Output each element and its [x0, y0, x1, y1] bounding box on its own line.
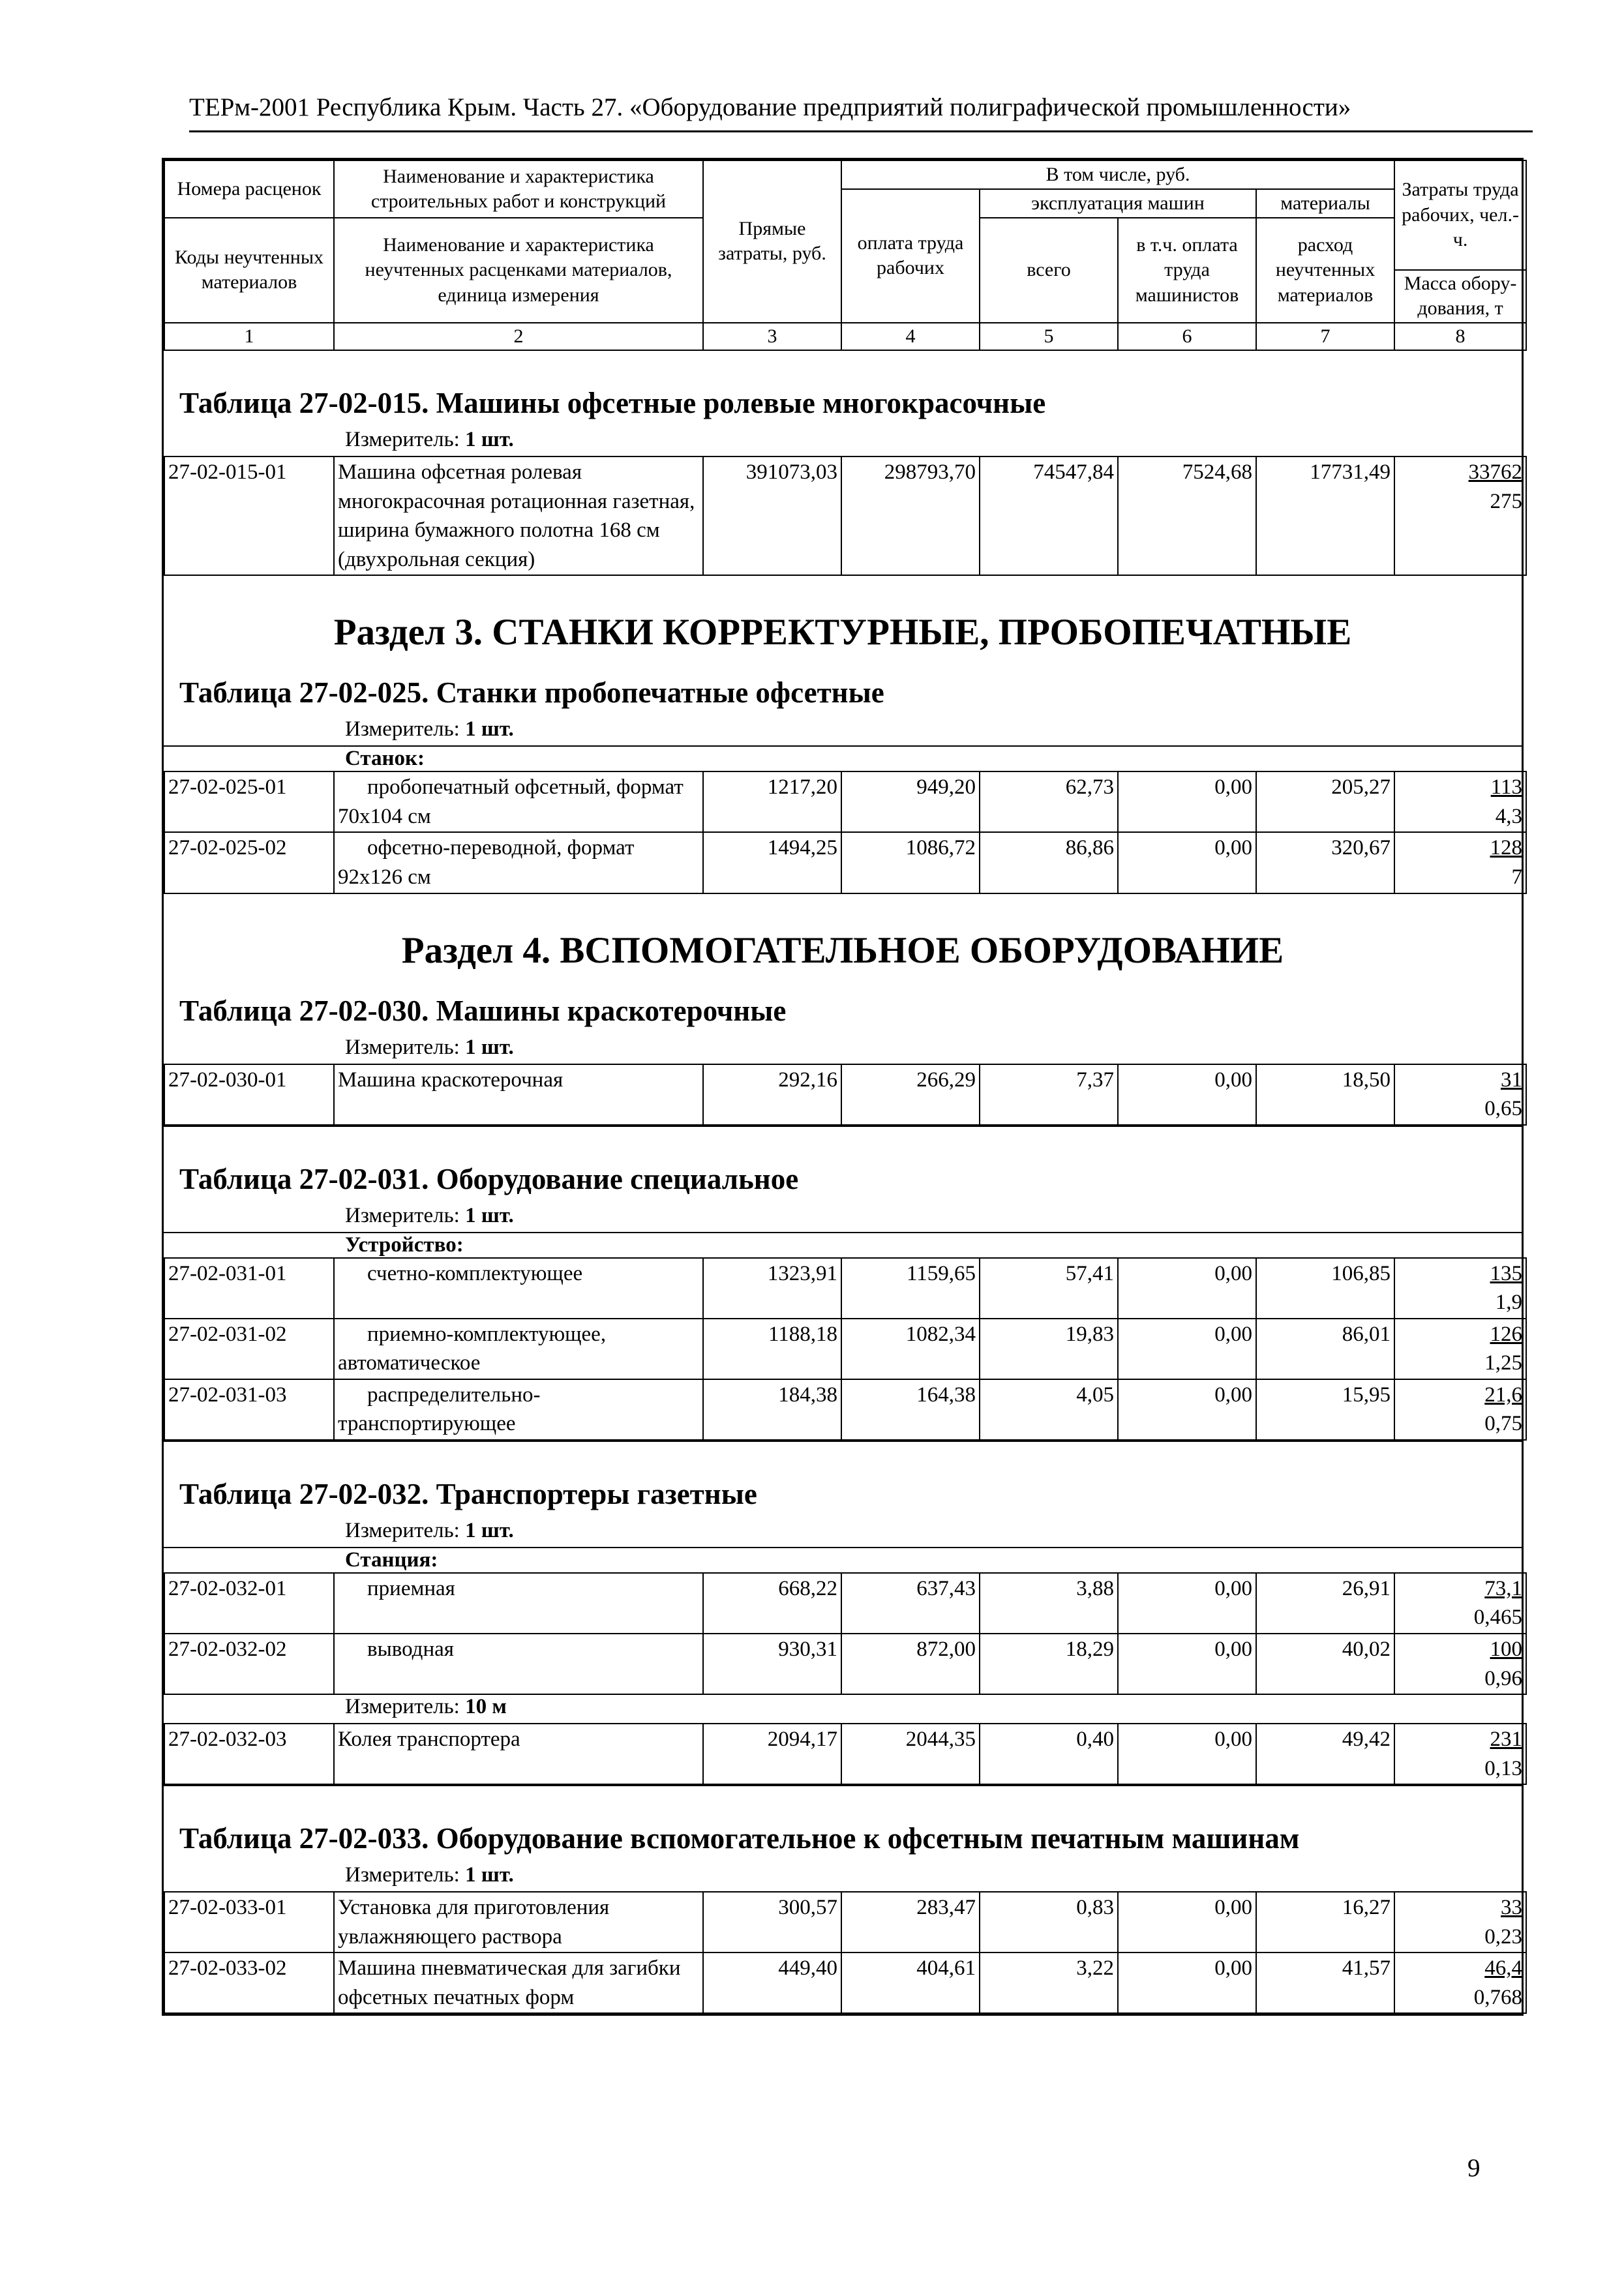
- table-row: [164, 1634, 1526, 1694]
- group-heading: Станок:: [164, 745, 1522, 771]
- value-c7: 41,57: [1256, 1952, 1394, 2013]
- table-row: [164, 1724, 1526, 1784]
- equipment-mass: 0,13: [1484, 1756, 1522, 1780]
- value-c7: 40,02: [1256, 1634, 1394, 1694]
- value-c4: 1082,34: [841, 1319, 980, 1379]
- value-c3: 1323,91: [703, 1258, 841, 1319]
- measure-label: Измеритель:: [345, 1035, 460, 1059]
- price-table: [164, 1572, 1527, 1695]
- labor-costs: 31: [1501, 1068, 1522, 1092]
- equipment-mass: 0,75: [1484, 1412, 1522, 1436]
- rate-name: пробопечатный офсетный, формат 70х104 см: [334, 771, 703, 832]
- price-table: [164, 1891, 1527, 2014]
- price-document: [162, 158, 1524, 2016]
- table-title-031: Таблица 27-02-031. Оборудование специальное: [164, 1126, 1522, 1204]
- header-c1b: Коды неучтенных материалов: [164, 218, 334, 323]
- value-c4: 949,20: [841, 771, 980, 832]
- rate-name: Машина краскотерочная: [334, 1064, 703, 1125]
- price-table: [164, 1257, 1527, 1441]
- value-c6: 0,00: [1118, 1064, 1256, 1125]
- value-c7: 49,42: [1256, 1724, 1394, 1784]
- rate-name: офсетно-переводной, формат 92х126 см: [334, 832, 703, 893]
- measure-label: Измеритель:: [345, 1518, 460, 1542]
- value-c5: 0,40: [980, 1724, 1118, 1784]
- value-c3: 391073,03: [703, 456, 841, 575]
- rate-code: 27-02-030-01: [164, 1064, 334, 1125]
- header-c2b: Наименование и характеристика неучтенных расценками материалов, единица измерения: [334, 218, 703, 323]
- measure-unit: [164, 1036, 1522, 1064]
- header-mat: материалы: [1256, 189, 1394, 218]
- rate-name: счетно-комплектующее: [334, 1258, 703, 1319]
- measure-label: Измеритель:: [345, 428, 460, 452]
- header-c8b: Масса обору-дования, т: [1394, 270, 1526, 323]
- rate-name: Колея транспортера: [334, 1724, 703, 1784]
- table-row: [164, 1379, 1526, 1440]
- value-c6: 0,00: [1118, 1892, 1256, 1952]
- equipment-mass: 7: [1511, 865, 1522, 889]
- group-heading: Устройство:: [164, 1232, 1522, 1257]
- rate-name: выводная: [334, 1634, 703, 1694]
- table-title-032: Таблица 27-02-032. Транспортеры газетные: [164, 1441, 1522, 1519]
- header-c6: в т.ч. оплата труда машинистов: [1118, 218, 1256, 323]
- labor-mass: [1394, 1258, 1526, 1319]
- labor-mass: [1394, 1064, 1526, 1125]
- value-c7: 320,67: [1256, 832, 1394, 893]
- value-c6: 0,00: [1118, 1379, 1256, 1440]
- col-num-2: 2: [334, 323, 703, 350]
- rate-code: 27-02-032-02: [164, 1634, 334, 1694]
- value-c5: 86,86: [980, 832, 1118, 893]
- value-c6: 7524,68: [1118, 456, 1256, 575]
- col-num-7: 7: [1256, 323, 1394, 350]
- table-title-033: Таблица 27-02-033. Оборудование вспомогательное к офсетным печатным машинам: [164, 1785, 1522, 1863]
- labor-mass: [1394, 456, 1526, 575]
- header-c4: оплата труда рабочих: [841, 189, 980, 323]
- labor-costs: 135: [1490, 1261, 1522, 1285]
- rate-code: 27-02-031-02: [164, 1319, 334, 1379]
- value-c7: 86,01: [1256, 1319, 1394, 1379]
- value-c6: 0,00: [1118, 1634, 1256, 1694]
- value-c5: 3,88: [980, 1573, 1118, 1634]
- value-c5: 0,83: [980, 1892, 1118, 1952]
- header-c7: расход неучтенных материалов: [1256, 218, 1394, 323]
- page-number: 9: [1467, 2154, 1481, 2182]
- value-c7: 26,91: [1256, 1573, 1394, 1634]
- value-c6: 0,00: [1118, 771, 1256, 832]
- labor-costs: 73,1: [1484, 1576, 1522, 1600]
- labor-mass: [1394, 1634, 1526, 1694]
- measure-unit: [164, 1204, 1522, 1232]
- labor-costs: 113: [1490, 775, 1522, 800]
- table-row: [164, 456, 1526, 575]
- measure-unit: [164, 717, 1522, 745]
- value-c7: 17731,49: [1256, 456, 1394, 575]
- rate-name: Установка для приготовления увлажняющего раствора: [334, 1892, 703, 1952]
- table-row: [164, 771, 1526, 832]
- table-row: [164, 1952, 1526, 2013]
- value-c6: 0,00: [1118, 1319, 1256, 1379]
- measure-value: 1 шт.: [465, 428, 514, 452]
- value-c4: 298793,70: [841, 456, 980, 575]
- section-title-4: Раздел 4. ВСПОМОГАТЕЛЬНОЕ ОБОРУДОВАНИЕ: [401, 929, 1284, 971]
- table-row: [164, 1258, 1526, 1319]
- measure-value: 1 шт.: [465, 1203, 514, 1227]
- measure-value: 1 шт.: [465, 1863, 514, 1887]
- value-c3: 1217,20: [703, 771, 841, 832]
- value-c7: 18,50: [1256, 1064, 1394, 1125]
- value-c4: 266,29: [841, 1064, 980, 1125]
- page-header: ТЕРм-2001 Республика Крым. Часть 27. «Оборудование предприятий полиграфической промышленности»: [189, 93, 1351, 121]
- value-c6: 0,00: [1118, 832, 1256, 893]
- value-c6: 0,00: [1118, 1573, 1256, 1634]
- rate-name: Машина пневматическая для загибки офсетных печатных форм: [334, 1952, 703, 2013]
- equipment-mass: 0,465: [1473, 1606, 1522, 1630]
- value-c4: 404,61: [841, 1952, 980, 2013]
- value-c4: 872,00: [841, 1634, 980, 1694]
- rate-code: 27-02-031-03: [164, 1379, 334, 1440]
- header-c5: всего: [980, 218, 1118, 323]
- header-c8a: Затраты труда рабочих, чел.-ч.: [1394, 160, 1526, 270]
- value-c7: 205,27: [1256, 771, 1394, 832]
- equipment-mass: 0,23: [1484, 1924, 1522, 1949]
- measure-value: 1 шт.: [465, 717, 514, 741]
- header-incl: В том числе, руб.: [841, 160, 1394, 189]
- labor-mass: [1394, 771, 1526, 832]
- value-c4: 637,43: [841, 1573, 980, 1634]
- measure-label: Измеритель:: [345, 1695, 460, 1719]
- header-c3: Прямые затраты, руб.: [703, 160, 841, 323]
- value-c7: 16,27: [1256, 1892, 1394, 1952]
- price-table: [164, 771, 1527, 893]
- table-row: [164, 1573, 1526, 1634]
- labor-mass: [1394, 832, 1526, 893]
- value-c3: 668,22: [703, 1573, 841, 1634]
- value-c5: 57,41: [980, 1258, 1118, 1319]
- rate-code: 27-02-032-01: [164, 1573, 334, 1634]
- labor-mass: [1394, 1952, 1526, 2013]
- value-c6: 0,00: [1118, 1724, 1256, 1784]
- table-title-025: Таблица 27-02-025. Станки пробопечатные офсетные: [179, 676, 884, 710]
- header-mach: эксплуатация машин: [980, 189, 1256, 218]
- value-c4: 283,47: [841, 1892, 980, 1952]
- value-c4: 164,38: [841, 1379, 980, 1440]
- header-c2a: Наименование и характеристика строительных работ и конструкций: [334, 160, 703, 218]
- rate-name: распределительно-транспортирующее: [334, 1379, 703, 1440]
- value-c3: 300,57: [703, 1892, 841, 1952]
- equipment-mass: 1,9: [1495, 1291, 1522, 1315]
- group-heading: Станция:: [164, 1547, 1522, 1572]
- measure-unit: [164, 428, 1522, 456]
- table-row: [164, 1319, 1526, 1379]
- value-c5: 4,05: [980, 1379, 1118, 1440]
- rate-name: приемная: [334, 1573, 703, 1634]
- value-c5: 18,29: [980, 1634, 1118, 1694]
- price-table: [164, 1064, 1527, 1126]
- labor-costs: 33: [1501, 1896, 1522, 1920]
- value-c4: 1159,65: [841, 1258, 980, 1319]
- header-rule: [189, 130, 1533, 132]
- col-num-1: 1: [164, 323, 334, 350]
- section-title-3: Раздел 3. СТАНКИ КОРРЕКТУРНЫЕ, ПРОБОПЕЧАТНЫЕ: [333, 612, 1352, 653]
- rate-code: 27-02-015-01: [164, 456, 334, 575]
- col-num-8: 8: [1394, 323, 1526, 350]
- document-body: [164, 351, 1522, 2014]
- measure-value: 1 шт.: [465, 1035, 514, 1059]
- equipment-mass: 0,768: [1473, 1985, 1522, 2009]
- labor-costs: 126: [1490, 1322, 1522, 1346]
- price-table: [164, 1723, 1527, 1785]
- table-header: [164, 160, 1527, 351]
- value-c3: 930,31: [703, 1634, 841, 1694]
- rate-code: 27-02-032-03: [164, 1724, 334, 1784]
- value-c3: 1188,18: [703, 1319, 841, 1379]
- measure-label: Измеритель:: [345, 1863, 460, 1887]
- value-c7: 106,85: [1256, 1258, 1394, 1319]
- labor-costs: 128: [1490, 836, 1522, 860]
- value-c6: 0,00: [1118, 1258, 1256, 1319]
- value-c5: 74547,84: [980, 456, 1118, 575]
- rate-code: 27-02-033-01: [164, 1892, 334, 1952]
- value-c3: 2094,17: [703, 1724, 841, 1784]
- equipment-mass: 4,3: [1495, 804, 1522, 828]
- value-c4: 2044,35: [841, 1724, 980, 1784]
- equipment-mass: 275: [1490, 489, 1522, 513]
- rate-code: 27-02-031-01: [164, 1258, 334, 1319]
- labor-costs: 21,6: [1484, 1383, 1522, 1407]
- value-c4: 1086,72: [841, 832, 980, 893]
- labor-mass: [1394, 1573, 1526, 1634]
- value-c3: 292,16: [703, 1064, 841, 1125]
- measure-label: Измеритель:: [345, 1203, 460, 1227]
- value-c5: 7,37: [980, 1064, 1118, 1125]
- col-num-5: 5: [980, 323, 1118, 350]
- measure-label: Измеритель:: [345, 717, 460, 741]
- value-c6: 0,00: [1118, 1952, 1256, 2013]
- measure-unit: [164, 1519, 1522, 1547]
- table-row: [164, 1892, 1526, 1952]
- rate-code: 27-02-033-02: [164, 1952, 334, 2013]
- col-num-6: 6: [1118, 323, 1256, 350]
- table-title-015: Таблица 27-02-015. Машины офсетные ролевые многокрасочные: [179, 387, 1046, 420]
- header-c1a: Номера расценок: [164, 160, 334, 218]
- price-table: [164, 456, 1527, 576]
- col-num-4: 4: [841, 323, 980, 350]
- labor-mass: [1394, 1319, 1526, 1379]
- value-c3: 449,40: [703, 1952, 841, 2013]
- rate-code: 27-02-025-02: [164, 832, 334, 893]
- table-row: [164, 1064, 1526, 1125]
- value-c5: 19,83: [980, 1319, 1118, 1379]
- labor-costs: 46,4: [1484, 1956, 1522, 1981]
- rate-name: приемно-комплектующее, автоматическое: [334, 1319, 703, 1379]
- value-c3: 1494,25: [703, 832, 841, 893]
- value-c7: 15,95: [1256, 1379, 1394, 1440]
- equipment-mass: 1,25: [1484, 1351, 1522, 1375]
- table-row: [164, 832, 1526, 893]
- measure-unit: [164, 1863, 1522, 1891]
- equipment-mass: 0,65: [1484, 1097, 1522, 1121]
- equipment-mass: 0,96: [1484, 1666, 1522, 1690]
- labor-mass: [1394, 1892, 1526, 1952]
- labor-mass: [1394, 1724, 1526, 1784]
- measure-value: 10 м: [465, 1695, 507, 1719]
- value-c5: 62,73: [980, 771, 1118, 832]
- measure-value: 1 шт.: [465, 1518, 514, 1542]
- labor-costs: 33762: [1468, 460, 1522, 485]
- rate-code: 27-02-025-01: [164, 771, 334, 832]
- labor-mass: [1394, 1379, 1526, 1440]
- measure-unit: [164, 1695, 1522, 1723]
- labor-costs: 100: [1490, 1638, 1522, 1662]
- value-c3: 184,38: [703, 1379, 841, 1440]
- col-num-3: 3: [703, 323, 841, 350]
- table-title-030: Таблица 27-02-030. Машины краскотерочные: [179, 994, 787, 1027]
- value-c5: 3,22: [980, 1952, 1118, 2013]
- rate-name: Машина офсетная ролевая многокрасочная ротационная газетная, ширина бумажного полотна 168 см (двухрольная секция): [334, 456, 703, 575]
- labor-costs: 231: [1490, 1728, 1522, 1752]
